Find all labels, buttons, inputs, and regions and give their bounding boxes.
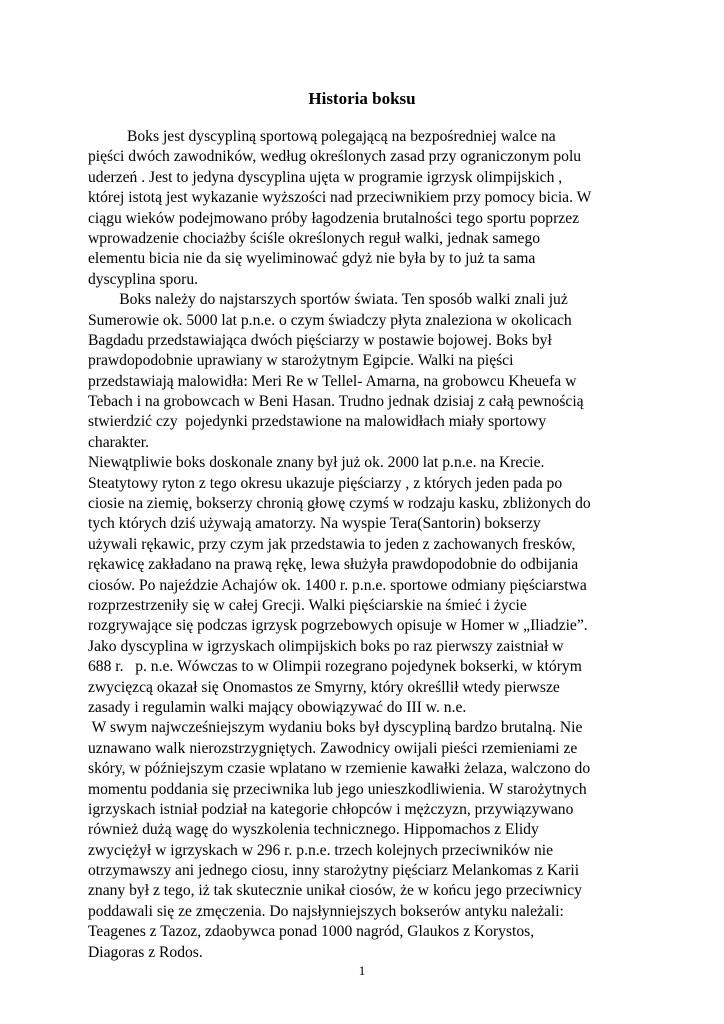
body-text-line: W swym najwcześniejszym wydaniu boks był dyscypliną bardzo brutalną. Nie <box>88 719 583 737</box>
body-text-line: Tebach i na grobowcach w Beni Hasan. Trudno jednak dzisiaj z całą pewnością <box>88 393 584 411</box>
document-title: Historia boksu <box>308 89 416 108</box>
body-text-line: tych których dziś używają amatorzy. Na wyspie Tera(Santorin) bokserzy <box>88 515 541 533</box>
body-text-line: Bagdadu przedstawiająca dwóch pięściarzy w postawie bojowej. Boks był <box>88 331 552 349</box>
body-text-line: prawdopodobnie uprawiany w starożytnym Egipcie. Walki na pięści <box>88 352 514 370</box>
page-number: 1 <box>358 963 366 978</box>
body-text-line: otrzymawszy ani jednego ciosu, inny starożytny pięściarz Melankomas z Karii <box>88 862 580 880</box>
body-text-line: Boks należy do najstarszych sportów świata. Ten sposób walki znali już <box>88 291 568 309</box>
body-text-line: dyscyplina sporu. <box>88 270 199 288</box>
body-text-line: Niewątpliwie boks doskonale znany był już ok. 2000 lat p.n.e. na Krecie. <box>88 454 545 472</box>
body-text-line: Sumerowie ok. 5000 lat p.n.e. o czym świadczy płyta znaleziona w okolicach <box>88 311 572 329</box>
body-text-line: wprowadzenie chociażby ściśle określonych reguł walki, jednak samego <box>88 229 541 247</box>
body-text-line: ciosów. Po najeździe Achajów ok. 1400 r. p.n.e. sportowe odmiany pięściarstwa <box>88 576 587 594</box>
body-text-line: zasady i regulamin walki mający obowiązywać do III w. n.e. <box>88 698 467 716</box>
body-text-line: Steatytowy ryton z tego okresu ukazuje pięściarzy , z których jeden pada po <box>88 474 563 492</box>
body-text-line: znany był z tego, iż tak skutecznie unikał ciosów, że w końcu jego przeciwnicy <box>88 882 582 900</box>
body-text-line: używali rękawic, przy czym jak przedstawia to jeden z zachowanych fresków, <box>88 535 576 553</box>
body-text-line: rozgrywające się podczas igrzysk pogrzebowych opisuje w Homer w „Iliadzie”. <box>88 617 588 635</box>
body-text-line: której istotą jest wykazanie wyższości nad przeciwnikiem przy pomocy bicia. W <box>88 189 592 207</box>
body-text-line: elementu bicia nie da się wyeliminować gdyż nie była by to już ta sama <box>88 250 536 268</box>
body-text-line: skóry, w późniejszym czasie wplatano w rzemienie kawałki żelaza, walczono do <box>88 760 591 778</box>
body-text-line: Jako dyscyplina w igrzyskach olimpijskich boks po raz pierwszy zaistniał w <box>88 637 564 655</box>
body-text-line: ciosie na ziemię, bokserzy chronią głowę czymś w rodzaju kasku, zbliżonych do <box>88 495 591 513</box>
body-text-line: uznawano walk nierozstrzygniętych. Zawodnicy owijali pieści rzemieniami ze <box>88 739 578 757</box>
body-text-line: uderzeń . Jest to jedyna dyscyplina ujęta w programie igrzysk olimpijskich , <box>88 168 563 186</box>
body-text-line: rękawicę zakładano na prawą rękę, lewa służyła prawdopodobnie do odbijania <box>88 556 579 574</box>
body-text-line: przedstawiają malowidła: Meri Re w Tellel- Amarna, na grobowcu Kheuefa w <box>88 372 577 390</box>
body-text-line: 688 r. p. n.e. Wówczas to w Olimpii rozegrano pojedynek bokserki, w którym <box>88 658 582 676</box>
body-text-line: rozprzestrzeniły się w całej Grecji. Walki pięściarskie na śmieć i życie <box>88 596 527 614</box>
body-text-line: stwierdzić czy pojedynki przedstawione na malowidłach miały sportowy <box>88 413 547 431</box>
document-body <box>88 127 648 963</box>
body-text-line: ciągu wieków podejmowano próby łagodzenia brutalności tego sportu poprzez <box>88 209 580 227</box>
body-text-line: poddawali się ze zmęczenia. Do najsłynniejszych bokserów antyku należali: <box>88 902 564 920</box>
body-text-line: Diagoras z Rodos. <box>88 943 203 961</box>
body-text-line: Boks jest dyscypliną sportową polegającą na bezpośredniej walce na <box>88 128 556 145</box>
body-text-line: charakter. <box>88 433 150 451</box>
body-text-line: zwyciężył w igrzyskach w 296 r. p.n.e. trzech kolejnych przeciwników nie <box>88 841 554 859</box>
body-text-line: igrzyskach istniał podział na kategorie chłopców i mężczyzn, przywiązywano <box>88 800 574 818</box>
body-text-line: pięści dwóch zawodników, według określonych zasad przy ograniczonym polu <box>88 148 582 166</box>
body-text-line: momentu poddania się przeciwnika lub jego unieszkodliwienia. W starożytnych <box>88 780 587 798</box>
body-text-line: Teagenes z Tazoz, zdaobywca ponad 1000 nagród, Glaukos z Korystos, <box>88 923 535 941</box>
body-text-line: również dużą wagę do wyszkolenia technicznego. Hippomachos z Elidy <box>88 821 539 839</box>
body-text-line: zwycięzcą okazał się Onomastos ze Smyrny, który określlił wtedy pierwsze <box>88 678 560 696</box>
